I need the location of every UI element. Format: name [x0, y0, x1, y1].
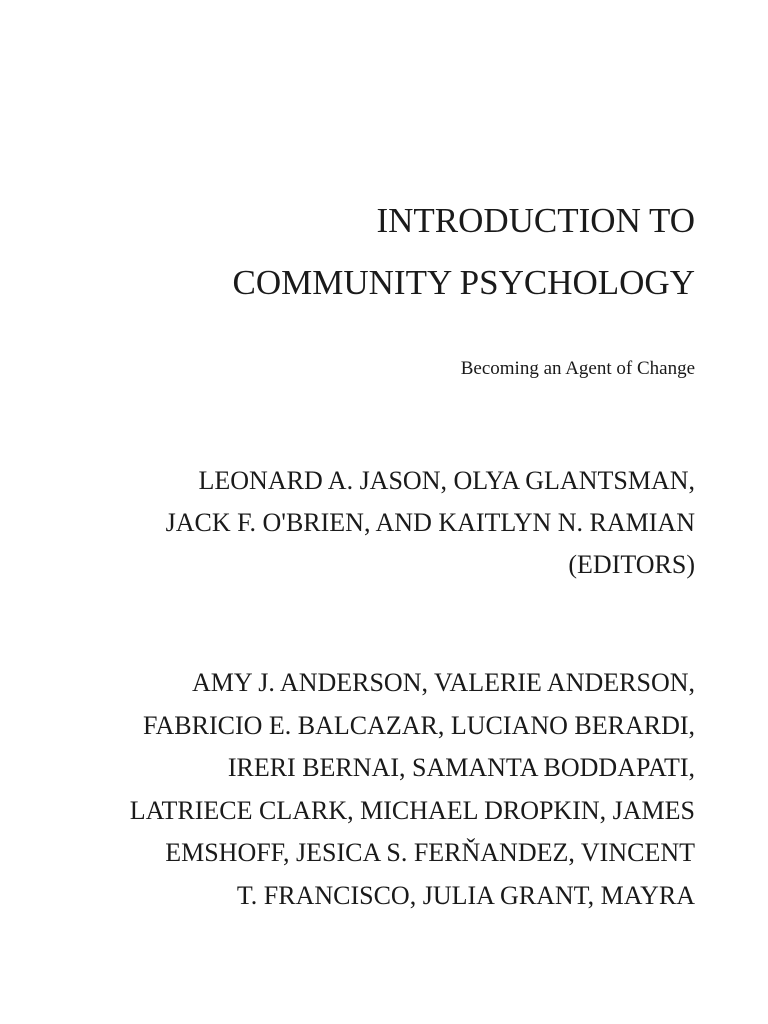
contributors-line-5: EMSHOFF, JESICA S. FERŇANDEZ, VINCENT: [165, 838, 695, 868]
editors-line-2: JACK F. O'BRIEN, AND KAITLYN N. RAMIAN: [165, 508, 695, 537]
editors-line-1: LEONARD A. JASON, OLYA GLANTSMAN,: [198, 466, 695, 495]
contributors-line-2: FABRICIO E. BALCAZAR, LUCIANO BERARDI,: [142, 710, 695, 740]
contributors-line-6: T. FRANCISCO, JULIA GRANT, MAYRA: [236, 880, 695, 910]
book-subtitle: Becoming an Agent of Change: [460, 358, 695, 379]
contributors-list: [130, 662, 695, 918]
book-title-line-2: COMMUNITY PSYCHOLOGY: [232, 263, 695, 302]
contributors-line-1: AMY J. ANDERSON, VALERIE ANDERSON,: [192, 668, 695, 697]
editors-line-3: (EDITORS): [568, 550, 695, 579]
editors-list: [166, 460, 695, 586]
book-title-line-1: INTRODUCTION TO: [376, 201, 695, 240]
contributors-line-4: LATRIECE CLARK, MICHAEL DROPKIN, JAMES: [129, 795, 695, 825]
book-title: [233, 190, 696, 314]
contributors-line-3: IRERI BERNAI, SAMANTA BODDAPATI,: [227, 753, 695, 783]
